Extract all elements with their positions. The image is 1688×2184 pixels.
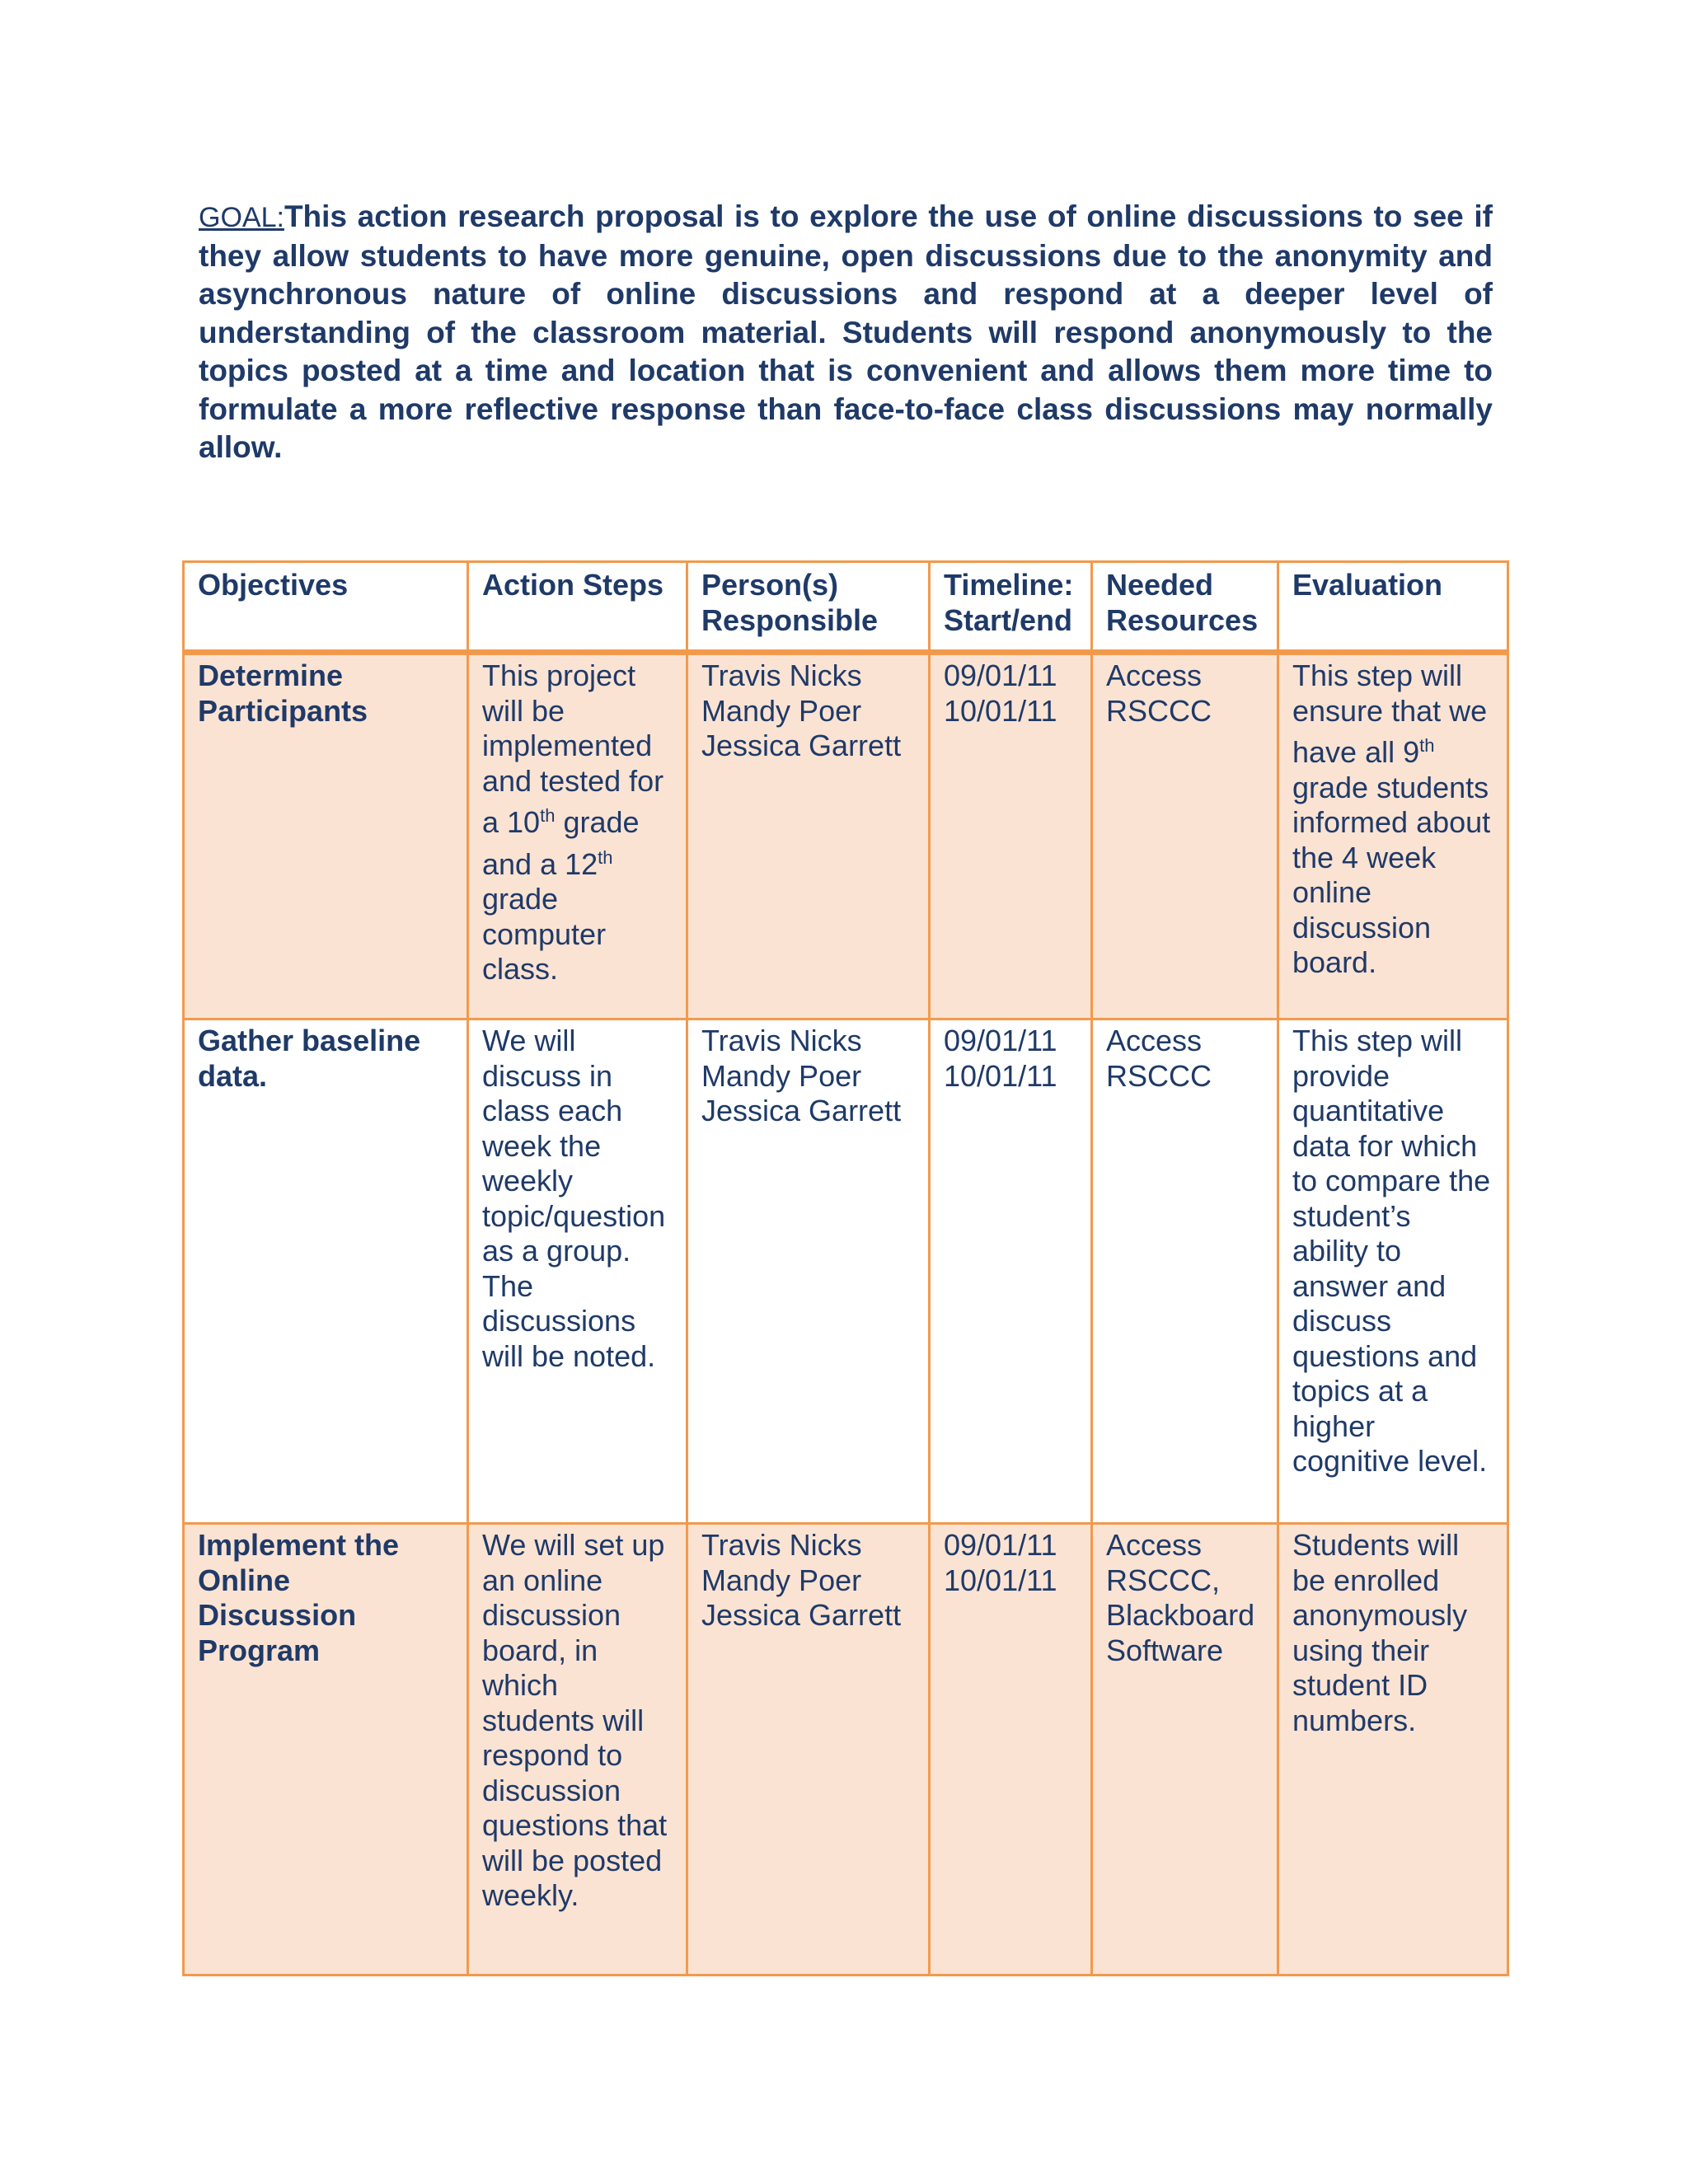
goal-text: This action research proposal is to explore the use of online discussions to see if they allow students to have more genuine, open discussions due to the anonymity and asynchronous nature of online discussions and respond at a deeper level of understanding of the classroom material. Students will respond anonymously to the topics posted at a time and location that is convenient and allows them more time to formulate a more reflective response than face-to-face class discussions may normally allow. — [199, 199, 1493, 464]
table-row — [184, 1019, 1508, 1524]
header-persons-responsible: Person(s) Responsible — [687, 562, 930, 653]
objective-cell: Gather baseline data. — [184, 1019, 468, 1524]
action-plan-table — [182, 560, 1509, 1976]
timeline-cell: 09/01/11 10/01/11 — [930, 1019, 1092, 1524]
persons-cell: Travis Nicks Mandy Poer Jessica Garrett — [687, 1019, 930, 1524]
timeline-cell: 09/01/11 10/01/11 — [930, 1524, 1092, 1975]
objective-cell: Implement the Online Discussion Program — [184, 1524, 468, 1975]
resources-cell: Access RSCCC — [1092, 653, 1278, 1019]
persons-cell: Travis Nicks Mandy Poer Jessica Garrett — [687, 653, 930, 1019]
objective-cell: Determine Participants — [184, 653, 468, 1019]
goal-label: GOAL: — [199, 202, 284, 233]
table-row — [184, 653, 1508, 1019]
header-action-steps: Action Steps — [468, 562, 687, 653]
table-row — [184, 1524, 1508, 1975]
header-timeline: Timeline: Start/end — [930, 562, 1092, 653]
evaluation-cell: This step will ensure that we have all 9th grade students informed about the 4 week online discussion board. — [1278, 653, 1508, 1019]
action-steps-cell: We will discuss in class each week the weekly topic/question as a group. The discussions will be noted. — [468, 1019, 687, 1524]
evaluation-cell: This step will provide quantitative data for which to compare the student’s ability to answer and discuss questions and topics at a higher cognitive level. — [1278, 1019, 1508, 1524]
timeline-cell: 09/01/11 10/01/11 — [930, 653, 1092, 1019]
header-objectives: Objectives — [184, 562, 468, 653]
header-needed-resources: Needed Resources — [1092, 562, 1278, 653]
resources-cell: Access RSCCC — [1092, 1019, 1278, 1524]
persons-cell: Travis Nicks Mandy Poer Jessica Garrett — [687, 1524, 930, 1975]
header-evaluation: Evaluation — [1278, 562, 1508, 653]
action-steps-cell: This project will be implemented and tested for a 10th grade and a 12th grade computer class. — [468, 653, 687, 1019]
table-header-row — [184, 562, 1508, 653]
goal-paragraph — [199, 198, 1493, 467]
resources-cell: Access RSCCC, Blackboard Software — [1092, 1524, 1278, 1975]
evaluation-cell: Students will be enrolled anonymously using their student ID numbers. — [1278, 1524, 1508, 1975]
action-steps-cell: We will set up an online discussion board, in which students will respond to discussion questions that will be posted weekly. — [468, 1524, 687, 1975]
